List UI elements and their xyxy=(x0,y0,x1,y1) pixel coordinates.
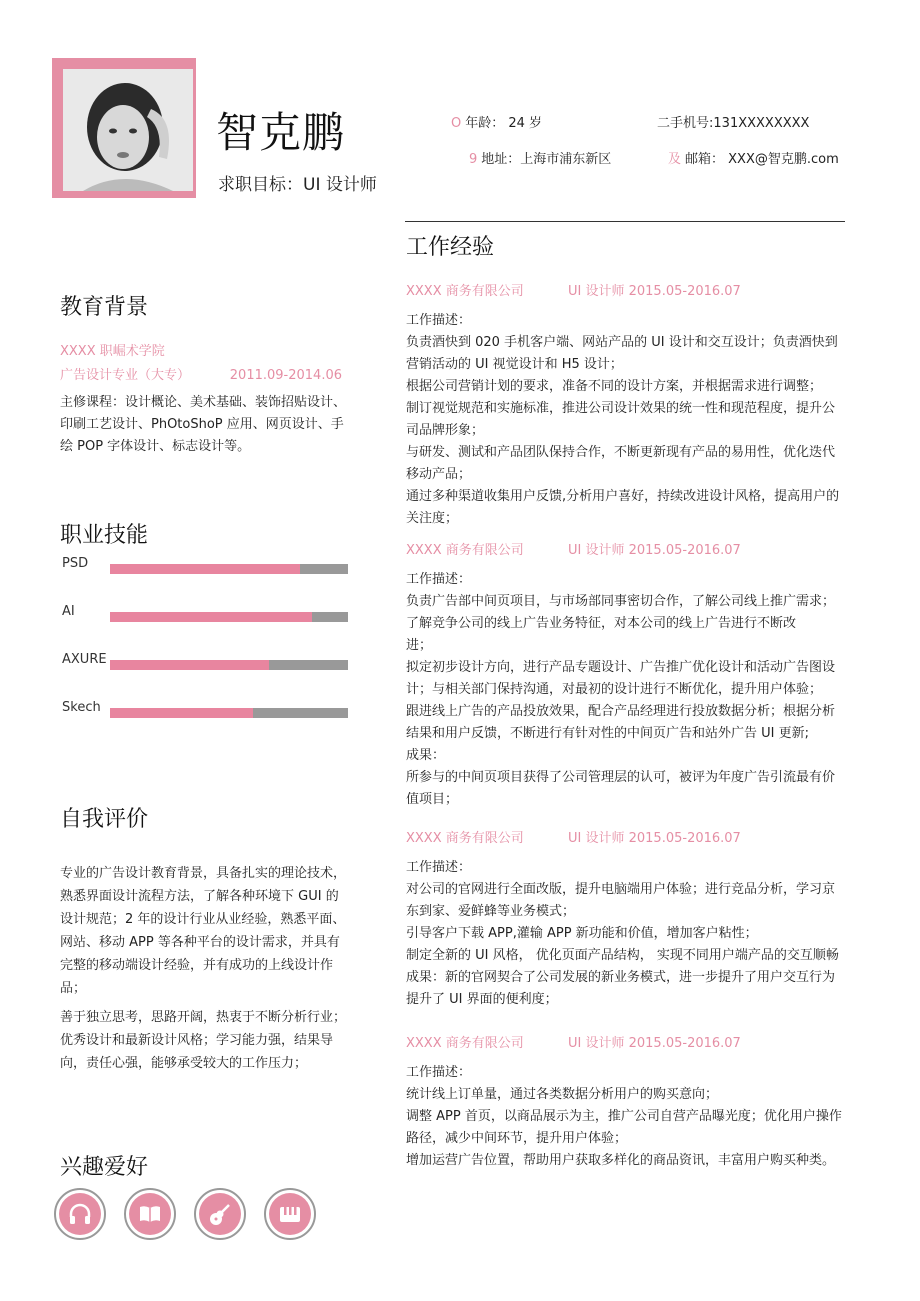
work-line: 统计线上订单量，通过各类数据分析用户的购买意向； xyxy=(406,1087,719,1102)
major: 广告设计专业（大专） xyxy=(60,368,191,383)
work-line: 移动产品； xyxy=(406,467,472,482)
phone-info: 二手机号:131XXXXXXXX xyxy=(657,116,810,131)
work-line: 跟进线上广告的产品投放效果，配合产品经理进行投放数据分析；根据分析 xyxy=(406,704,836,719)
work-entry xyxy=(406,280,846,530)
email-info: 及 邮箱： XXX@智克鹏.com xyxy=(668,152,839,167)
work-line: 工作描述： xyxy=(406,860,472,875)
work-title: 工作经验 xyxy=(406,235,495,260)
piano-icon xyxy=(264,1188,316,1240)
work-line: 进； xyxy=(406,638,433,653)
mail-icon: 及 xyxy=(668,152,682,167)
job-role: UI 设计师 2015.05-2016.07 xyxy=(568,831,741,846)
phone-icon: 二 xyxy=(657,116,671,131)
work-line: 关注度； xyxy=(406,511,459,526)
age-icon: O xyxy=(451,116,462,131)
work-line: 了解竞争公司的线上广告业务特征，对本公司的线上广告进行不断改 xyxy=(406,616,797,631)
work-line: 成果： xyxy=(406,748,446,763)
work-line: 路径，减少中间环节，提升用户体验； xyxy=(406,1131,628,1146)
skill-bar-fill xyxy=(110,612,312,622)
work-line: 调整 APP 首页，以商品展示为主，推广公司自营产品曝光度；优化用户操作 xyxy=(406,1109,842,1124)
company-name: XXXX 商务有限公司 xyxy=(406,543,524,558)
skill-bar-fill xyxy=(110,660,269,670)
skill-name: Skech xyxy=(62,700,101,715)
header-divider xyxy=(405,221,845,222)
book-icon xyxy=(124,1188,176,1240)
work-line: 司品牌形象； xyxy=(406,423,485,438)
work-line: 计；与相关部门保持沟通，对最初的设计进行不断优化，提升用户体验； xyxy=(406,682,823,697)
education-title: 教育背景 xyxy=(60,295,149,320)
courses: 主修课程：设计概论、美术基础、装饰招贴设计、印刷工艺设计、PhOtoShoP 应用、网页设计、手绘 POP 字体设计、标志设计等。 xyxy=(60,395,347,454)
candidate-name: 智克鹏 xyxy=(216,108,346,157)
hobbies-title: 兴趣爱好 xyxy=(60,1155,149,1180)
location-icon: 9 xyxy=(469,152,478,167)
work-line: 通过多种渠道收集用户反馈,分析用户喜好，持续改进设计风格，提高用户的 xyxy=(406,489,840,504)
age-info: O 年龄： 24 岁 xyxy=(451,116,543,131)
work-line: 增加运营广告位置，帮助用户获取多样化的商品资讯，丰富用户购买种类。 xyxy=(406,1153,836,1168)
work-line: 引导客户下载 APP,灌输 APP 新功能和价值，增加客户粘性； xyxy=(406,926,758,941)
skills-title: 职业技能 xyxy=(60,523,149,548)
work-line: 负责广告部中间页项目，与市场部同事密切合作，了解公司线上推广需求； xyxy=(406,594,836,609)
work-line: 对公司的官网进行全面改版，提升电脑端用户体验；进行竞品分析，学习京 xyxy=(406,882,836,897)
education-section xyxy=(60,340,350,458)
self-paragraph: 专业的广告设计教育背景，具备扎实的理论技术，熟悉界面设计流程方法，了解各种环境下 GUI 的设计规范；2 年的设计行业从业经验，熟悉平面、网站、移动 APP 等各种平台的设计需求，并具有完整的移动端设计经验，并有成功的上线设计作品； xyxy=(60,866,347,996)
work-line: 值项目； xyxy=(406,792,459,807)
work-line: 与研发、测试和产品团队保持合作，不断更新现有产品的易用性，优化迭代 xyxy=(406,445,836,460)
skill-name: AXURE xyxy=(62,652,107,667)
job-target: 求职目标：UI 设计师 xyxy=(218,175,377,195)
company-name: XXXX 商务有限公司 xyxy=(406,831,524,846)
skill-name: AI xyxy=(62,604,75,619)
skill-bar xyxy=(110,660,348,670)
self-paragraph: 善于独立思考，思路开阔，热衷于不断分析行业；优秀设计和最新设计风格；学习能力强，结果导向，责任心强，能够承受较大的工作压力； xyxy=(60,1010,347,1071)
address-info: 9 地址：上海市浦东新区 xyxy=(469,152,612,167)
company-name: XXXX 商务有限公司 xyxy=(406,284,524,299)
self-title: 自我评价 xyxy=(60,807,149,832)
work-line: 结果和用户反馈，不断进行有针对性的中间页广告和站外广告 UI 更新; xyxy=(406,726,809,741)
job-role: UI 设计师 2015.05-2016.07 xyxy=(568,1036,741,1051)
work-entry xyxy=(406,1032,846,1172)
skill-row xyxy=(60,556,350,604)
work-line: 制定全新的 UI 风格， 优化页面产品结构， 实现不同用户端产品的交互顺畅 xyxy=(406,948,839,963)
skills-list xyxy=(60,556,350,748)
hobbies-list xyxy=(54,1188,316,1240)
work-line: 提升了 UI 界面的便利度； xyxy=(406,992,558,1007)
work-line: 所参与的中间页项目获得了公司管理层的认可，被评为年度广告引流最有价 xyxy=(406,770,836,785)
skill-bar-fill xyxy=(110,708,253,718)
work-line: 制订视觉规范和实施标准，推进公司设计效果的统一性和现范程度，提升公 xyxy=(406,401,836,416)
skill-row xyxy=(60,652,350,700)
job-role: UI 设计师 2015.05-2016.07 xyxy=(568,543,741,558)
skill-row xyxy=(60,604,350,652)
guitar-icon xyxy=(194,1188,246,1240)
avatar xyxy=(63,69,193,191)
headphones-icon xyxy=(54,1188,106,1240)
company-name: XXXX 商务有限公司 xyxy=(406,1036,524,1051)
major-row xyxy=(60,364,350,388)
work-line: 成果：新的官网契合了公司发展的新业务模式，进一步提升了用户交互行为 xyxy=(406,970,836,985)
skill-bar xyxy=(110,564,348,574)
job-role: UI 设计师 2015.05-2016.07 xyxy=(568,284,741,299)
work-line: 工作描述： xyxy=(406,1065,472,1080)
work-line: 根据公司营销计划的要求，准备不同的设计方案，并根据需求进行调整； xyxy=(406,379,823,394)
work-line: 拟定初步设计方向，进行产品专题设计、广告推广优化设计和活动广告图设 xyxy=(406,660,836,675)
skill-bar-fill xyxy=(110,564,300,574)
work-line: 工作描述： xyxy=(406,572,472,587)
work-line: 营销活动的 UI 视觉设计和 H5 设计； xyxy=(406,357,623,372)
work-line: 东到家、爱鲜蜂等业务模式； xyxy=(406,904,576,919)
period: 2011.09-2014.06 xyxy=(229,368,342,383)
skill-name: PSD xyxy=(62,556,89,571)
work-entry xyxy=(406,539,846,811)
skill-bar xyxy=(110,612,348,622)
work-line: 负责酒快到 020 手机客户端、网站产品的 UI 设计和交互设计；负责酒快到 xyxy=(406,335,838,350)
school-name: XXXX 职崛术学院 xyxy=(60,344,165,359)
work-line: 工作描述： xyxy=(406,313,472,328)
work-entry xyxy=(406,827,846,1011)
self-evaluation xyxy=(60,862,350,1081)
skill-row xyxy=(60,700,350,748)
skill-bar xyxy=(110,708,348,718)
